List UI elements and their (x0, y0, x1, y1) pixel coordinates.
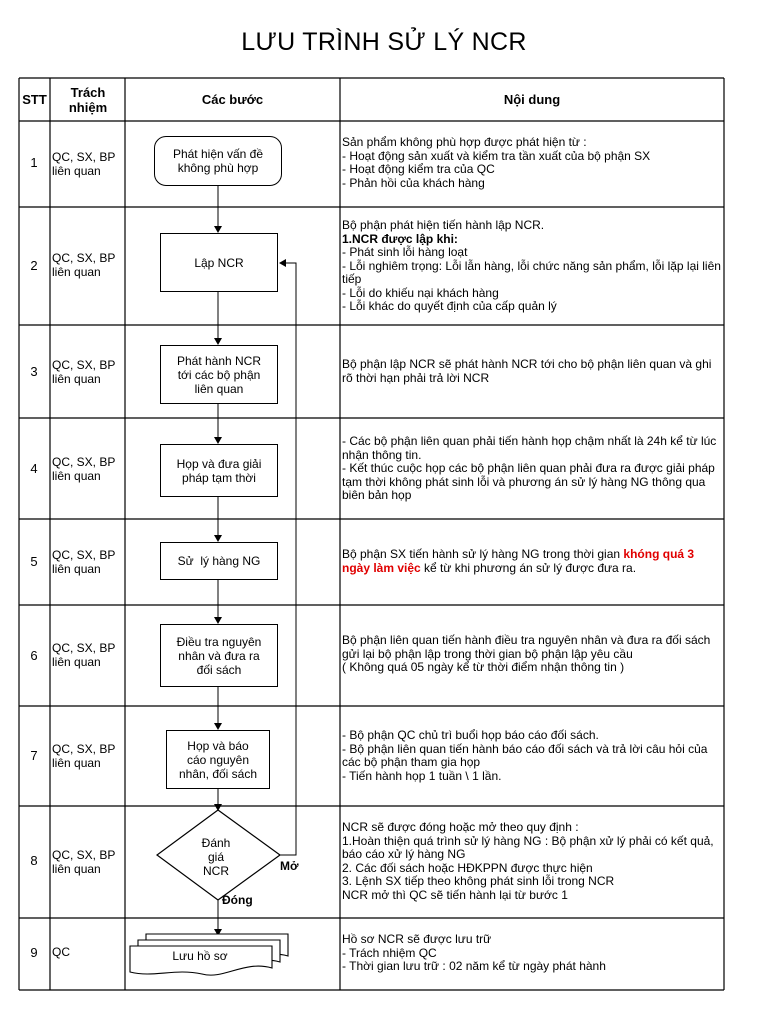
row-7-stt: 7 (30, 748, 38, 763)
content-line: - Bộ phận liên quan tiến hành báo cáo đối sách và trả lời câu hỏi của các bộ phận tham gia họp (342, 741, 708, 769)
row-7-responsible: QC, SX, BP liên quan (52, 742, 116, 770)
row-4-content (342, 435, 724, 503)
content-line: - Trách nhiệm QC (342, 945, 437, 960)
page-title: LƯU TRÌNH SỬ LÝ NCR (241, 28, 527, 56)
content-line: - Kết thúc cuộc họp các bộ phận liên quan phải đưa ra được giải pháp tạm thời không phát sinh lỗi và phương án sử lý hàng NG thông qua biên bản họp (342, 461, 715, 502)
row-2-stt: 2 (30, 258, 38, 273)
header-responsible: Trách nhiệm (68, 85, 108, 115)
content-line: - Tiến hành họp 1 tuần \ 1 lần. (342, 768, 502, 783)
content-line: - Các bộ phận liên quan phải tiến hành họp chậm nhất là 24h kể từ lúc nhận thông tin. (342, 434, 717, 462)
content-line: 1.Hoàn thiện quá trình sử lý hàng NG : Bộ phận xử lý phải có kết quả, báo cáo xử lý hàng NG (342, 833, 714, 861)
step-7-label: Họp và báo cáo nguyên nhân, đối sách (178, 738, 258, 781)
row-3-content (342, 358, 724, 385)
header-steps: Các bước (201, 92, 264, 107)
content-line: NCR mở thì QC sẽ tiến hành lại từ bước 1 (342, 887, 568, 902)
content-line: - Hoạt động kiểm tra của QC (342, 162, 495, 176)
step-4-meeting (160, 444, 278, 497)
content-line: - Lỗi khác do quyết định của cấp quản lý (342, 299, 557, 313)
step-7-report (166, 730, 270, 789)
row-1-content (342, 136, 724, 190)
label-open: Mở (280, 859, 299, 873)
step-8-label: Đánh giá NCR (201, 836, 231, 878)
row-4-responsible: QC, SX, BP liên quan (52, 455, 116, 483)
step-1-label: Phát hiện vấn đề không phù hợp (172, 147, 264, 175)
content-line: 2. Các đối sách hoặc HĐKPPN được thực hiện (342, 860, 593, 875)
content-line: ( Không quá 05 ngày kể từ thời điểm nhận thông tin ) (342, 660, 625, 674)
row-2-content (342, 219, 724, 314)
header-content: Nội dung (503, 92, 561, 107)
step-4-label: Họp và đưa giải pháp tạm thời (176, 456, 262, 485)
step-3-label: Phát hành NCR tới các bộ phận liên quan (176, 353, 262, 396)
row-8-content (342, 821, 724, 902)
row-4-stt: 4 (30, 461, 38, 476)
step-6-investigate (160, 624, 278, 687)
step-6-label: Điều tra nguyên nhân và đưa ra đối sách (176, 634, 262, 677)
content-line: Bộ phận liên quan tiến hành điều tra nguyên nhân và đưa ra đối sách gửi lại bộ phận lập trong thời gian bộ phận lập yêu cầu (342, 633, 711, 661)
row-5-responsible: QC, SX, BP liên quan (52, 548, 116, 576)
content-text: kể từ khi phương án sử lý được đưa ra. (420, 560, 637, 575)
content-line (342, 548, 724, 575)
row-9-responsible: QC (52, 945, 70, 959)
row-2-responsible: QC, SX, BP liên quan (52, 251, 116, 279)
content-line: 3. Lệnh SX tiếp theo không phát sinh lỗi trong NCR (342, 874, 615, 888)
step-2-label: Lập NCR (194, 255, 244, 270)
step-2-create-ncr (160, 233, 278, 292)
step-9-label: Lưu hồ sơ (172, 949, 228, 963)
step-3-issue-ncr (160, 345, 278, 404)
content-text: Bộ phận SX tiến hành sử lý hàng NG trong thời gian (342, 547, 624, 561)
row-1-stt: 1 (30, 155, 38, 170)
content-line: Sản phẩm không phù hợp được phát hiện từ : (342, 135, 587, 149)
row-6-responsible: QC, SX, BP liên quan (52, 641, 116, 669)
row-6-stt: 6 (30, 648, 38, 663)
label-close: Đóng (222, 893, 253, 907)
row-8-stt: 8 (30, 853, 38, 868)
content-line: - Thời gian lưu trữ : 02 năm kể từ ngày phát hành (342, 959, 606, 973)
content-line: - Hoạt động sản xuất và kiểm tra tần xuất của bộ phận SX (342, 148, 651, 163)
row-8-responsible: QC, SX, BP liên quan (52, 848, 116, 876)
content-line: NCR sẽ được đóng hoặc mở theo quy định : (342, 820, 579, 834)
content-line: - Phát sinh lỗi hàng loạt (342, 245, 468, 259)
content-line: Bộ phận lập NCR sẽ phát hành NCR tới cho bộ phận liên quan và ghi rõ thời hạn phải trả lời NCR (342, 357, 712, 385)
content-line: - Bộ phận QC chủ trì buổi họp báo cáo đối sách. (342, 728, 599, 742)
content-line: Bộ phận phát hiện tiến hành lập NCR. (342, 218, 545, 232)
step-5-handle-ng (160, 542, 278, 580)
content-line: Hồ sơ NCR sẽ được lưu trữ (342, 932, 492, 946)
step-5-label: Sử lý hàng NG (177, 554, 261, 568)
step-1-detect (154, 136, 282, 186)
row-9-stt: 9 (30, 945, 38, 960)
content-line: - Lỗi nghiêm trọng: Lỗi lẫn hàng, lỗi chức năng sản phẩm, lỗi lặp lại liên tiếp (342, 258, 721, 286)
row-1-responsible: QC, SX, BP liên quan (52, 150, 116, 178)
row-6-content (342, 634, 724, 675)
content-line: - Phản hồi của khách hàng (342, 175, 485, 190)
row-9-content (342, 933, 724, 974)
row-5-content (342, 548, 724, 575)
row-3-responsible: QC, SX, BP liên quan (52, 358, 116, 386)
header-stt: STT (22, 92, 47, 107)
row-3-stt: 3 (30, 364, 38, 379)
content-highlight: khóng quá 3 ngày làm việc (342, 547, 695, 575)
row-5-stt: 5 (30, 554, 38, 569)
content-line: 1.NCR được lập khi: (342, 231, 458, 246)
row-7-content (342, 729, 724, 783)
content-line: - Lỗi do khiếu nại khách hàng (342, 285, 499, 300)
